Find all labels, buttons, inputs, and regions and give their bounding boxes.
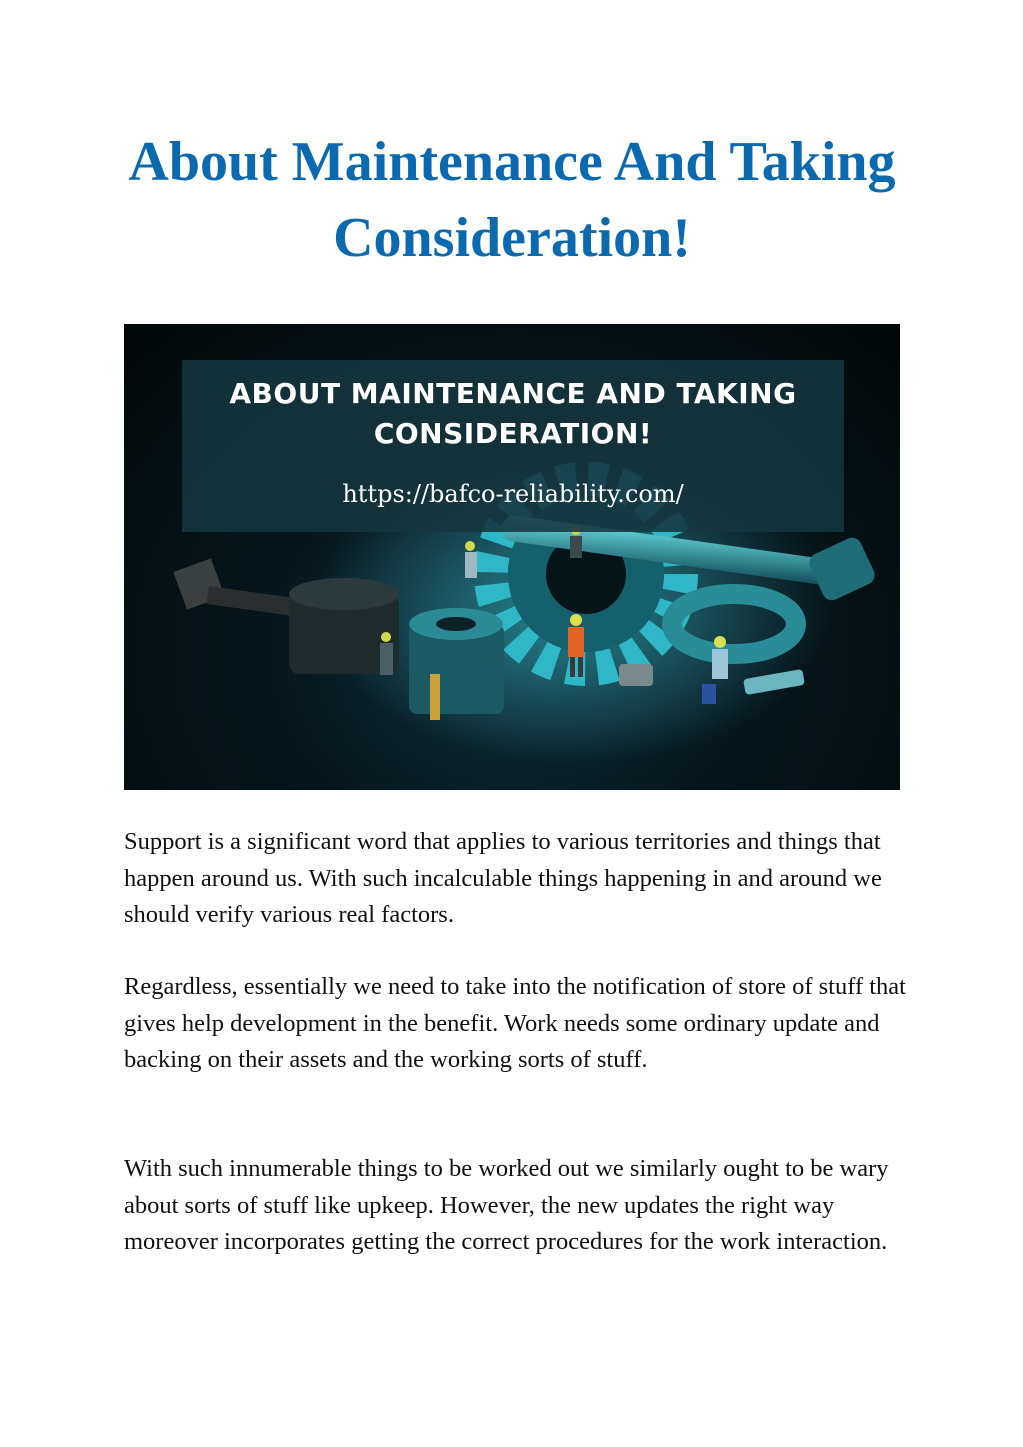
banner-url: https://bafco-reliability.com/ [342, 480, 684, 508]
image-banner [182, 360, 844, 532]
hex-nut-icon [409, 608, 504, 714]
hero-image [124, 324, 900, 790]
paragraph-1: Support is a significant word that applies to various territories and things that happen around us. With such incalculable things happening in and around we should verify various real factors. [124, 828, 882, 928]
pin-icon [430, 674, 440, 720]
paragraph-3: With such innumerable things to be worked out we similarly ought to be wary about sorts of stuff like upkeep. However, the new updates the right way moreover incorporates getting the correct procedures for the work interaction. [124, 1155, 889, 1255]
page-title: About Maintenance And Taking Consideration! [128, 131, 896, 269]
small-nut-icon [619, 664, 653, 686]
paragraph-2: Regardless, essentially we need to take into the notification of store of stuff that gives help development in the benefit. Work needs some ordinary update and backing on their assets and the working sorts of stuff. [124, 973, 906, 1073]
banner-title: ABOUT MAINTENANCE AND TAKING CONSIDERATION! [229, 377, 797, 450]
